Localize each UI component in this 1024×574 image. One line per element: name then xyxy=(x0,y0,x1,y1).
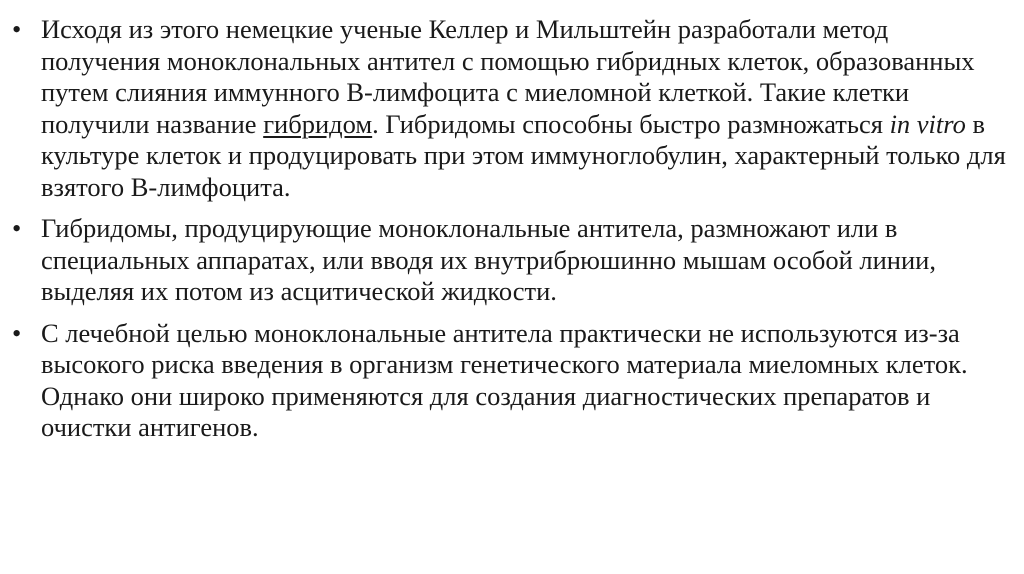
bullet-item-therapeutic-use xyxy=(12,318,1012,444)
bullet-text-part-1: Исходя из этого немецкие ученые Келлер и Мильштейн разработали метод получения моноклональных антител с помощью гибридных клеток, образованных путем слияния иммунного В-лимфоцита с миеломной клеткой. Такие клетки получили название xyxy=(41,14,975,139)
bullet-dot: • xyxy=(12,14,22,44)
bullet-item-hybridoma-cultivation xyxy=(12,213,1012,308)
term-hybridoma: гибридом xyxy=(263,108,373,139)
bullet-item-hybridoma-method xyxy=(12,14,1012,203)
bullet-text-part-2: . Гибридомы способны быстро размножаться xyxy=(372,108,890,139)
bullet-text: Гибридомы, продуцирующие моноклональные антитела, размножают или в специальных аппаратах, или вводя их внутрибрюшинно мышам особой линии, выделяя их потом из асцитической жидкости. xyxy=(41,213,936,306)
bullet-text-part-3: в культуре клеток и продуцировать при этом иммуноглобулин, характерный только для взятого В-лимфоцита. xyxy=(41,108,1006,202)
bullet-list xyxy=(12,14,1012,444)
bullet-dot: • xyxy=(12,213,22,243)
bullet-text: С лечебной целью моноклональные антитела практически не используются из-за высокого риска введения в организм генетического материала миеломных клеток. Однако они широко применяются для создания диагностических препаратов и очистки антигенов. xyxy=(41,317,968,442)
bullet-dot: • xyxy=(12,317,22,348)
term-in-vitro: in vitro xyxy=(889,108,966,139)
